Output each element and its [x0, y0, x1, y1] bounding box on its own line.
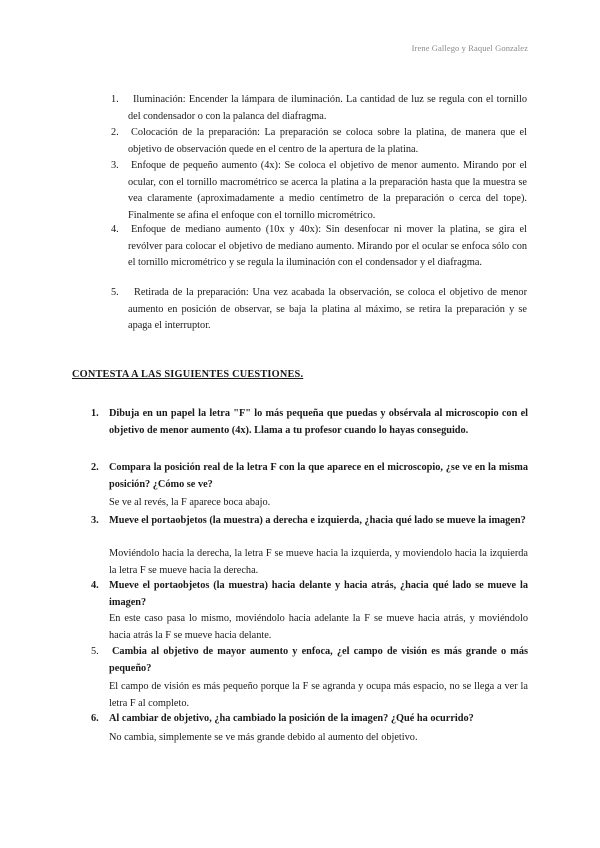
- question-number: 4.: [91, 580, 99, 591]
- question-number: 1.: [91, 408, 99, 419]
- question-text: Cambia al objetivo de mayor aumento y enfoca, ¿el campo de visión es más grande o más pequeño?: [109, 646, 528, 674]
- answer-text: En este caso pasa lo mismo, moviéndolo hacia adelante la F se mueve hacia atrás, y moviéndolo hacia atrás la F se mueve hacia delante.: [109, 613, 528, 641]
- step-number: 5.: [111, 287, 119, 298]
- answer-text: Moviéndolo hacia la derecha, la letra F se mueve hacia la izquierda, y moviendolo hacia la izquierda la letra F se mueve hacia la derecha.: [109, 548, 528, 576]
- question-number: 2.: [91, 462, 99, 473]
- answer-text: No cambia, simplemente se ve más grande debido al aumento del objetivo.: [109, 732, 418, 743]
- step-text: Retirada de la preparación: Una vez acabada la observación, se coloca el objetivo de menor aumento en posición de observar, se baja la platina al máximo, se retira la preparación y se apaga el interruptor.: [128, 287, 527, 331]
- step-number: 3.: [111, 160, 119, 171]
- step-text: Colocación de la preparación: La preparación se coloca sobre la platina, de manera que el objetivo de observación quede en el centro de la apertura de la platina.: [128, 127, 527, 155]
- question-text: Compara la posición real de la letra F con la que aparece en el microscopio, ¿se ve en la misma posición? ¿Cómo se ve?: [109, 462, 528, 490]
- question-text: Mueve el portaobjetos (la muestra) a derecha e izquierda, ¿hacia qué lado se mueve la imagen?: [109, 515, 526, 526]
- section-title: CONTESTA A LAS SIGUIENTES CUESTIONES.: [72, 369, 304, 380]
- step-text: Iluminación: Encender la lámpara de iluminación. La cantidad de luz se regula con el tornillo del condensador o con la palanca del diafragma.: [128, 94, 527, 122]
- question-number: 3.: [91, 515, 99, 526]
- question-number: 5.: [91, 646, 99, 657]
- answer-text: Se ve al revés, la F aparece boca abajo.: [109, 497, 271, 508]
- step-text: Enfoque de mediano aumento (10x y 40x): Sin desenfocar ni mover la platina, se gira el revólver para colocar el objetivo de mediano aumento. Mirando por el ocular se enfoca sólo con el tornillo micrométrico y se regula la iluminación con el condensador y el diafragma.: [128, 224, 527, 268]
- question-text: Dibuja en un papel la letra "F" lo más pequeña que puedas y obsérvala al microscopio con el objetivo de menor aumento (4x). Llama a tu profesor cuando lo hayas conseguido.: [109, 408, 528, 436]
- answer-text: El campo de visión es más pequeño porque la F se agranda y ocupa más espacio, no se llega a ver la letra F al completo.: [109, 681, 528, 709]
- step-number: 4.: [111, 224, 119, 235]
- page-header-authors: Irene Gallego y Raquel Gonzalez: [411, 43, 528, 53]
- step-text: Enfoque de pequeño aumento (4x): Se coloca el objetivo de menor aumento. Mirando por el ocular, con el tornillo macrométrico se acerca la platina a la preparación hasta que la muestra se vea claramente (aproximadamente a medio centímetro de la preparación o cerca del tope). Finalmente se afina el enfoque con el tornillo micrométrico.: [128, 160, 527, 221]
- question-text: Al cambiar de objetivo, ¿ha cambiado la posición de la imagen? ¿Qué ha ocurrido?: [109, 713, 474, 724]
- step-number: 1.: [111, 94, 119, 105]
- question-number: 6.: [91, 713, 99, 724]
- step-number: 2.: [111, 127, 119, 138]
- question-text: Mueve el portaobjetos (la muestra) hacia delante y hacia atrás, ¿hacia qué lado se mueve la imagen?: [109, 580, 528, 608]
